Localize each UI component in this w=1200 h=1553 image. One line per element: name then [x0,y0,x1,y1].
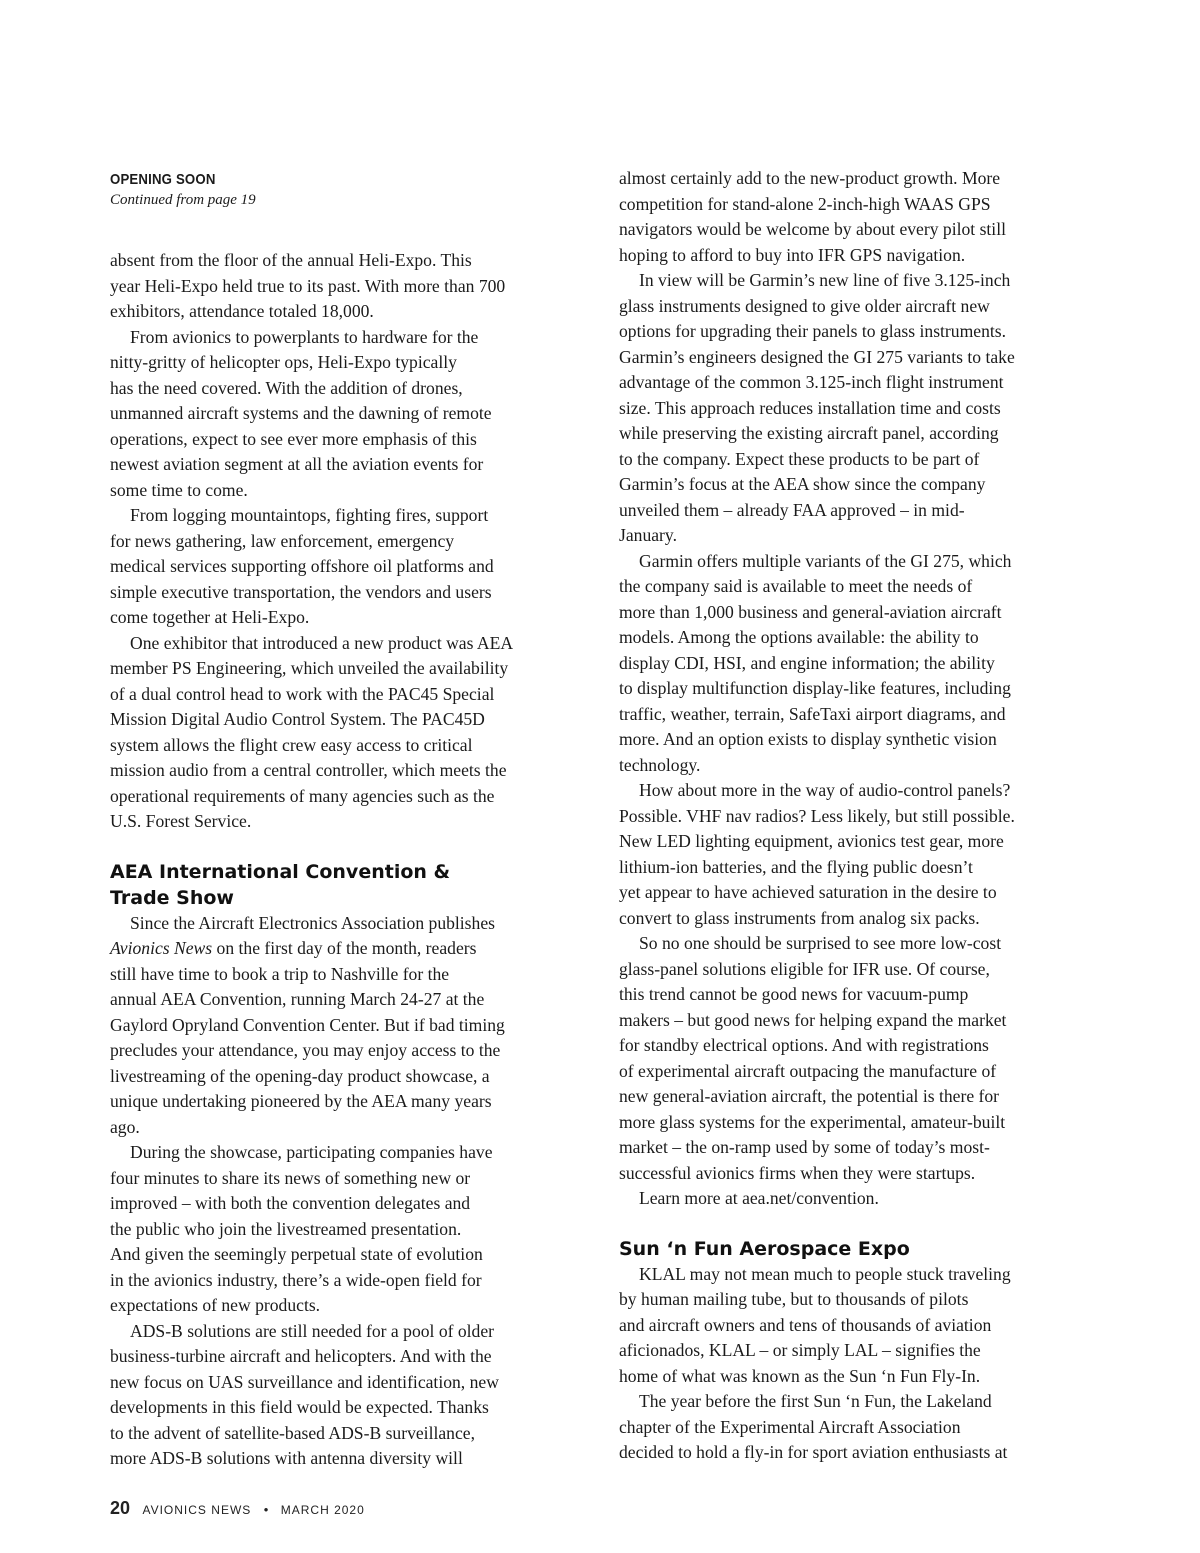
publication-name: AVIONICS NEWS [142,1503,252,1517]
text-line: Gaylord Opryland Convention Center. But if bad timing [110,1014,505,1035]
paragraph [110,631,596,835]
text-line: So no one should be surprised to see more low-cost [639,933,1002,953]
text-line: mission audio from a central controller, which meets the [110,760,507,780]
text-line: During the showcase, participating companies have [130,1142,493,1162]
text-line: unveiled them – already FAA approved – in mid- [619,499,965,520]
text-line: more ADS-B solutions with antenna diversity will [110,1448,463,1468]
text-line: this trend cannot be good news for vacuum-pump [619,984,969,1004]
section-kicker: OPENING SOON [110,171,216,188]
paragraph [110,248,596,325]
text-line: market – the on-ramp used by some of today’s most- [619,1137,990,1157]
text-line: Garmin offers multiple variants of the GI 275, which [639,550,1012,571]
continued-note: Continued from page 19 [110,192,256,208]
text-line: options for upgrading their panels to glass instruments. [619,321,1007,341]
paragraph [619,1389,1105,1466]
text-line: competition for stand-alone 2-inch-high WAAS GPS [619,193,991,214]
text-line: advantage of the common 3.125-inch flight instrument [619,372,1004,392]
text-line: unique undertaking pioneered by the AEA many years [110,1091,492,1111]
text-line: to display multifunction display-like features, including [619,678,1011,698]
text-line: has the need covered. With the addition of drones, [110,377,463,398]
text-line: year Heli-Expo held true to its past. With more than 700 [110,275,506,296]
paragraph [110,1140,596,1319]
left-column [110,166,596,1472]
text-line: while preserving the existing aircraft panel, according [619,423,999,443]
text-line: new focus on UAS surveillance and identification, new [110,1371,499,1392]
paragraph [619,778,1105,931]
text-line [110,936,596,962]
text-line: traffic, weather, terrain, SafeTaxi airport diagrams, and [619,703,1006,724]
text-line: to the company. Expect these products to be part of [619,448,980,469]
text-line: in the avionics industry, there’s a wide-open field for [110,1269,482,1290]
text-line: exhibitors, attendance totaled 18,000. [110,301,374,321]
text-line: From avionics to powerplants to hardware for the [130,326,479,347]
issue-date: MARCH 2020 [280,1503,365,1517]
paragraph [619,931,1105,1186]
text-line: How about more in the way of audio-control panels? [639,780,1011,800]
text-line: Garmin’s engineers designed the GI 275 variants to take [619,346,1015,367]
text-line: technology. [619,754,701,775]
heading-line: Trade Show [110,886,234,909]
text-fragment: on the first day of the month, readers [212,938,477,958]
text-line: member PS Engineering, which unveiled the availability [110,658,509,678]
separator-dot: • [263,1502,269,1517]
text-line: home of what was known as the Sun ‘n Fun Fly-In. [619,1365,981,1386]
paragraph [619,268,1105,549]
text-line: business-turbine aircraft and helicopters. And with the [110,1346,492,1366]
text-line: for news gathering, law enforcement, emergency [110,530,455,551]
text-line: navigators would be welcome by about every pilot still [619,219,1006,239]
text-line: January. [619,525,677,545]
heading-line: AEA International Convention & [110,860,451,883]
text-line: simple executive transportation, the vendors and users [110,581,492,602]
text-line: more. And an option exists to display synthetic vision [619,729,997,749]
text-line: some time to come. [110,479,248,500]
text-line: convert to glass instruments from analog six packs. [619,907,980,928]
text-line: more than 1,000 business and general-aviation aircraft [619,601,1002,622]
text-line: for standby electrical options. And with registrations [619,1035,989,1055]
text-line: the public who join the livestreamed presentation. [110,1218,462,1239]
text-line: of a dual control head to work with the PAC45 Special [110,683,495,704]
text-line: And given the seemingly perpetual state of evolution [110,1244,483,1264]
text-line: the company said is available to meet the needs of [619,576,973,596]
text-line: almost certainly add to the new-product growth. More [619,168,1001,188]
text-line: Learn more at aea.net/convention. [639,1188,879,1208]
text-line: aficionados, KLAL – or simply LAL – signifies the [619,1340,981,1360]
text-line: ADS-B solutions are still needed for a pool of older [130,1320,495,1341]
text-line: chapter of the Experimental Aircraft Association [619,1416,961,1437]
text-line: and aircraft owners and tens of thousands of aviation [619,1314,992,1335]
text-line: size. This approach reduces installation time and costs [619,397,1001,418]
text-line: of experimental aircraft outpacing the manufacture of [619,1060,997,1081]
text-line: makers – but good news for helping expand the market [619,1009,1007,1030]
section-heading [110,859,596,911]
paragraph [110,1319,596,1472]
text-line: system allows the flight crew easy access to critical [110,734,473,755]
paragraph [619,1262,1105,1390]
text-line: unmanned aircraft systems and the dawning of remote [110,403,492,423]
text-line: absent from the floor of the annual Heli-Expo. This [110,250,472,270]
text-line: Mission Digital Audio Control System. The PAC45D [110,709,485,729]
text-line: improved – with both the convention delegates and [110,1193,471,1213]
page-footer [110,1498,365,1519]
text-line: four minutes to share its news of something new or [110,1167,471,1188]
text-line: U.S. Forest Service. [110,811,252,831]
text-line: yet appear to have achieved saturation in the desire to [619,882,997,902]
text-line: Possible. VHF nav radios? Less likely, but still possible. [619,805,1015,826]
section-heading: Sun ‘n Fun Aerospace Expo [619,1237,910,1260]
text-line: Since the Aircraft Electronics Association publishes [130,912,495,933]
page-number: 20 [110,1498,131,1518]
text-line: hoping to afford to buy into IFR GPS navigation. [619,244,966,265]
text-line: glass instruments designed to give older aircraft new [619,295,990,316]
text-line: Garmin’s focus at the AEA show since the company [619,474,986,494]
text-line: precludes your attendance, you may enjoy access to the [110,1040,501,1060]
text-line: developments in this field would be expected. Thanks [110,1397,489,1417]
text-line: decided to hold a fly-in for sport aviation enthusiasts at [619,1442,1008,1462]
text-line: new general-aviation aircraft, the potential is there for [619,1086,1000,1106]
text-line: to the advent of satellite-based ADS-B surveillance, [110,1422,475,1443]
text-line: In view will be Garmin’s new line of five 3.125-inch [639,270,1011,290]
text-line: glass-panel solutions eligible for IFR use. Of course, [619,958,990,979]
text-line: One exhibitor that introduced a new product was AEA [130,632,514,653]
text-line: lithium-ion batteries, and the flying public doesn’t [619,856,973,877]
text-line: medical services supporting offshore oil platforms and [110,556,494,576]
text-line: expectations of new products. [110,1295,321,1315]
text-line: models. Among the options available: the ability to [619,627,979,647]
paragraph [110,325,596,504]
paragraph [619,166,1105,268]
text-line: come together at Heli-Expo. [110,607,310,627]
paragraph [619,1186,1105,1212]
text-lines [110,962,596,1141]
text-line: successful avionics firms when they were startups. [619,1162,976,1183]
text-line: operational requirements of many agencies such as the [110,785,495,806]
text-line: operations, expect to see ever more emphasis of this [110,428,477,449]
text-line: ago. [110,1116,140,1137]
right-column [619,166,1105,1466]
text-line: by human mailing tube, but to thousands of pilots [619,1289,969,1309]
text-line: newest aviation segment at all the aviation events for [110,454,484,474]
text-line: The year before the first Sun ‘n Fun, the Lakeland [639,1391,992,1411]
paragraph [619,549,1105,779]
text-line: From logging mountaintops, fighting fires, support [130,505,489,525]
paragraph [110,503,596,631]
text-line: nitty-gritty of helicopter ops, Heli-Expo typically [110,352,457,372]
text-line: New LED lighting equipment, avionics test gear, more [619,831,1004,851]
text-line: annual AEA Convention, running March 24-27 at the [110,989,485,1009]
text-line: display CDI, HSI, and engine information; the ability [619,652,995,673]
publication-title: Avionics News [110,938,213,958]
text-line: more glass systems for the experimental, amateur-built [619,1111,1006,1132]
text-line: still have time to book a trip to Nashville for the [110,963,450,984]
paragraph [110,911,596,1141]
text-line: KLAL may not mean much to people stuck traveling [639,1263,1011,1284]
text-line: livestreaming of the opening-day product showcase, a [110,1065,490,1086]
